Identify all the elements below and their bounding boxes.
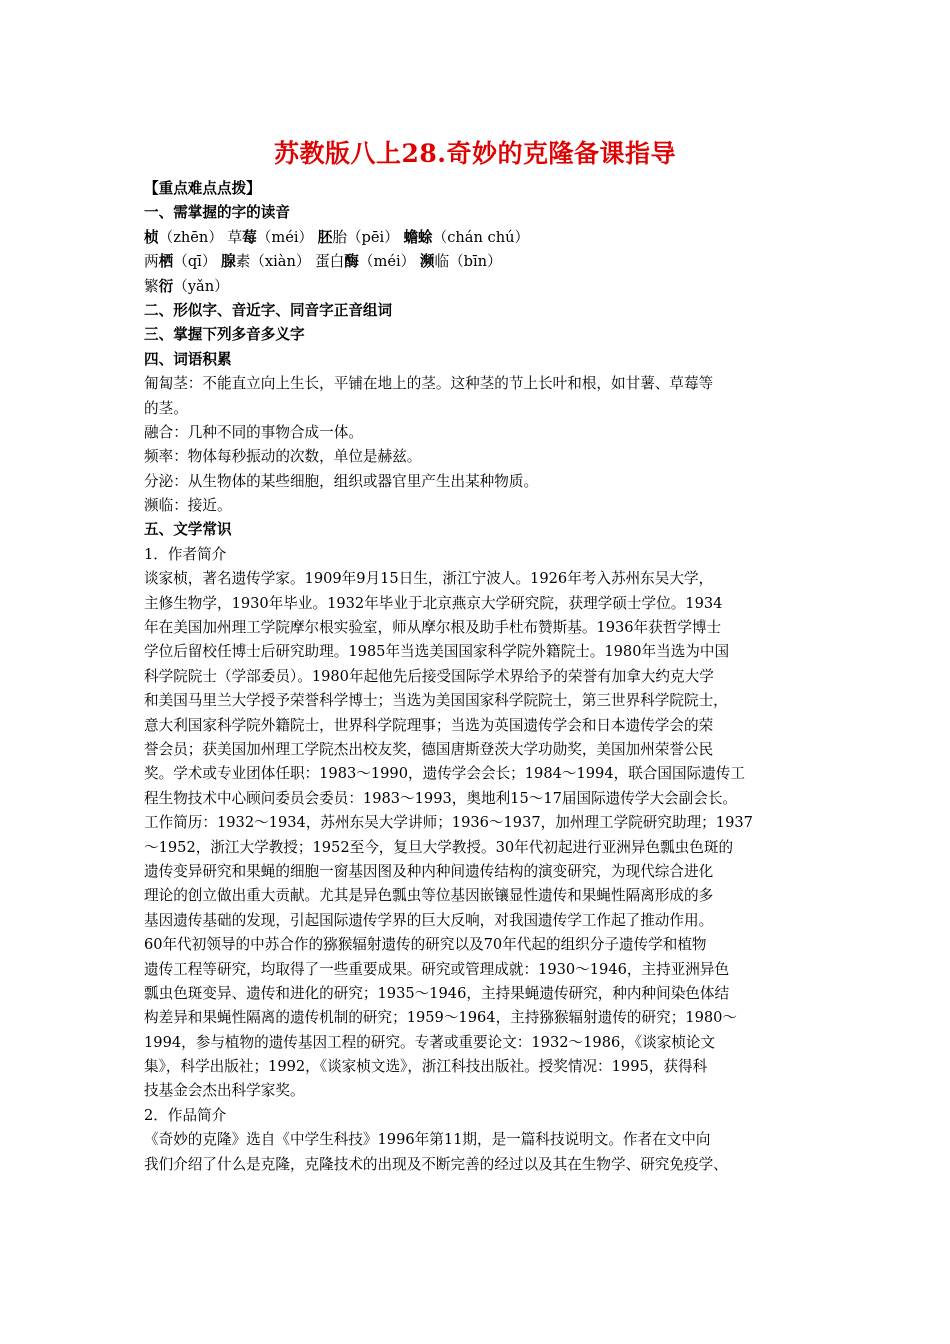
paragraph-line: 理论的创立做出重大贡献。尤其是异色瓢虫等位基因嵌镶显性遗传和果蝇性隔离形成的多 [144, 887, 714, 905]
paragraph-line: 学位后留校任博士后研究助理。1985年当选美国国家科学院外籍院士。1980年当选为中国 [144, 643, 730, 661]
target-character: 栖 [158, 253, 174, 271]
paragraph-line: 工作简历：1932～1934，苏州东吴大学讲师；1936～1937，加州理工学院研究助理；1937 [144, 814, 753, 832]
paragraph-line: 60年代初领导的中苏合作的猕猴辐射遗传的研究以及70年代起的组织分子遗传学和植物 [144, 936, 707, 954]
target-character: 胚 [317, 228, 333, 246]
target-character: 衍 [158, 277, 174, 295]
paragraph-line: 瓢虫色斑变异、遗传和进化的研究；1935～1946，主持果蝇遗传研究，种内种间染色体结 [144, 984, 730, 1002]
paragraph-line: 分泌：从生物体的某些细胞，组织或器官里产生出某种物质。 [144, 472, 539, 490]
paragraph-line: 2．作品简介 [144, 1106, 227, 1124]
paragraph-line: 我们介绍了什么是克隆，克隆技术的出现及不断完善的经过以及其在生物学、研究免疫学、 [144, 1155, 728, 1173]
pinyin-text: 胎（pēi） [332, 228, 404, 246]
target-character: 酶 [344, 253, 359, 271]
target-character: 腺 [221, 253, 236, 271]
section-heading: 【重点难点点拨】 [144, 180, 261, 197]
pinyin-text: （zhēn） 草 [158, 228, 243, 246]
paragraph-line: 主修生物学，1930年毕业。1932年毕业于北京燕京大学研究院，获理学硕士学位。1934 [144, 594, 723, 612]
pinyin-text: 两 [144, 253, 159, 271]
paragraph-line: 濒临：接近。 [144, 497, 232, 515]
paragraph-line: 1994，参与植物的遗传基因工程的研究。专著或重要论文：1932～1986，《谈家桢论文 [144, 1033, 716, 1051]
pinyin-text: （méi） [256, 228, 318, 246]
paragraph-line: ～1952，浙江大学教授；1952至今，复旦大学教授。30年代初起进行亚洲异色瓢虫色斑的 [144, 838, 734, 856]
paragraph-line: 意大利国家科学院外籍院士，世界科学院理事；当选为英国遗传学会和日本遗传学会的荣 [144, 716, 714, 734]
paragraph-line: 谈家桢，著名遗传学家。1909年9月15日生，浙江宁波人。1926年考入苏州东吴大学， [144, 570, 714, 588]
document-title: 苏教版八上28.奇妙的克隆备课指导 [274, 139, 676, 168]
section-heading: 三、掌握下列多音多义字 [144, 326, 305, 344]
pinyin-text: 繁 [144, 277, 159, 295]
paragraph-line: 频率：物体每秒振动的次数，单位是赫兹。 [144, 448, 422, 466]
paragraph-line: 年在美国加州理工学院摩尔根实验室，师从摩尔根及助手杜布赞斯基。1936年获哲学博士 [144, 619, 722, 637]
paragraph-line: 构差异和果蝇性隔离的遗传机制的研究；1959～1964，主持猕猴辐射遗传的研究；1980～ [144, 1009, 738, 1027]
paragraph-line: 1．作者简介 [144, 545, 227, 563]
pronunciation-line [144, 275, 814, 299]
target-character: 莓 [242, 228, 257, 246]
pinyin-text: （yǎn） [173, 277, 229, 295]
paragraph-line: 程生物技术中心顾问委员会委员：1983～1993，奥地利15～17届国际遗传学大会副会长。 [144, 789, 738, 807]
target-character: 蟾蜍 [403, 228, 433, 246]
section-heading: 五、文学常识 [144, 521, 232, 539]
paragraph-line: 遗传工程等研究，均取得了一些重要成果。研究或管理成就：1930～1946，主持亚洲异色 [144, 960, 730, 978]
paragraph-line: 技基金会杰出科学家奖。 [144, 1082, 305, 1100]
paragraph-line: 誉会员；获美国加州理工学院杰出校友奖，德国唐斯登茨大学功勋奖，美国加州荣誉公民 [144, 740, 714, 758]
pinyin-text: 临（bīn） [434, 253, 502, 271]
paragraph-line: 《奇妙的克隆》选自《中学生科技》1996年第11期，是一篇科技说明文。作者在文中向 [144, 1131, 711, 1149]
paragraph-line: 遗传变异研究和果蝇的细胞一窗基因图及种内种间遗传结构的演变研究，为现代综合进化 [144, 862, 714, 880]
section-heading: 二、形似字、音近字、同音字正音组词 [144, 301, 393, 319]
paragraph-line: 基因遗传基础的发现，引起国际遗传学界的巨大反响，对我国遗传学工作起了推动作用。 [144, 911, 714, 929]
pinyin-text: （chán chú） [432, 228, 530, 246]
pronunciation-line [144, 226, 814, 250]
target-character: 濒 [419, 253, 435, 271]
paragraph-line: 匍匐茎：不能直立向上生长，平铺在地上的茎。这种茎的节上长叶和根，如甘薯、草莓等 [144, 375, 714, 393]
section-heading: 一、需掌握的字的读音 [144, 204, 290, 222]
paragraph-line: 奖。学术或专业团体任职：1983～1990，遗传学会会长；1984～1994，联合国国际遗传工 [144, 765, 745, 783]
paragraph-line: 和美国马里兰大学授予荣誉科学博士；当选为美国国家科学院院士，第三世界科学院院士， [144, 692, 728, 710]
document-body [144, 177, 814, 1177]
pinyin-text: 素（xiàn） 蛋白 [235, 253, 345, 271]
section-heading: 四、词语积累 [144, 350, 232, 368]
paragraph-line: 集》，科学出版社；1992，《谈家桢文选》，浙江科技出版社。授奖情况：1995，获得科 [144, 1058, 708, 1076]
paragraph-line: 科学院院士（学部委员）。1980年起他先后接受国际学术界给予的荣誉有加拿大约克大学 [144, 667, 714, 685]
paragraph-line: 融合：几种不同的事物合成一体。 [144, 423, 363, 441]
paragraph-line: 的茎。 [144, 399, 188, 417]
pronunciation-line [144, 250, 814, 274]
target-character: 桢 [144, 228, 159, 246]
pinyin-text: （méi） [358, 253, 420, 271]
pinyin-text: （qī） [173, 253, 222, 271]
